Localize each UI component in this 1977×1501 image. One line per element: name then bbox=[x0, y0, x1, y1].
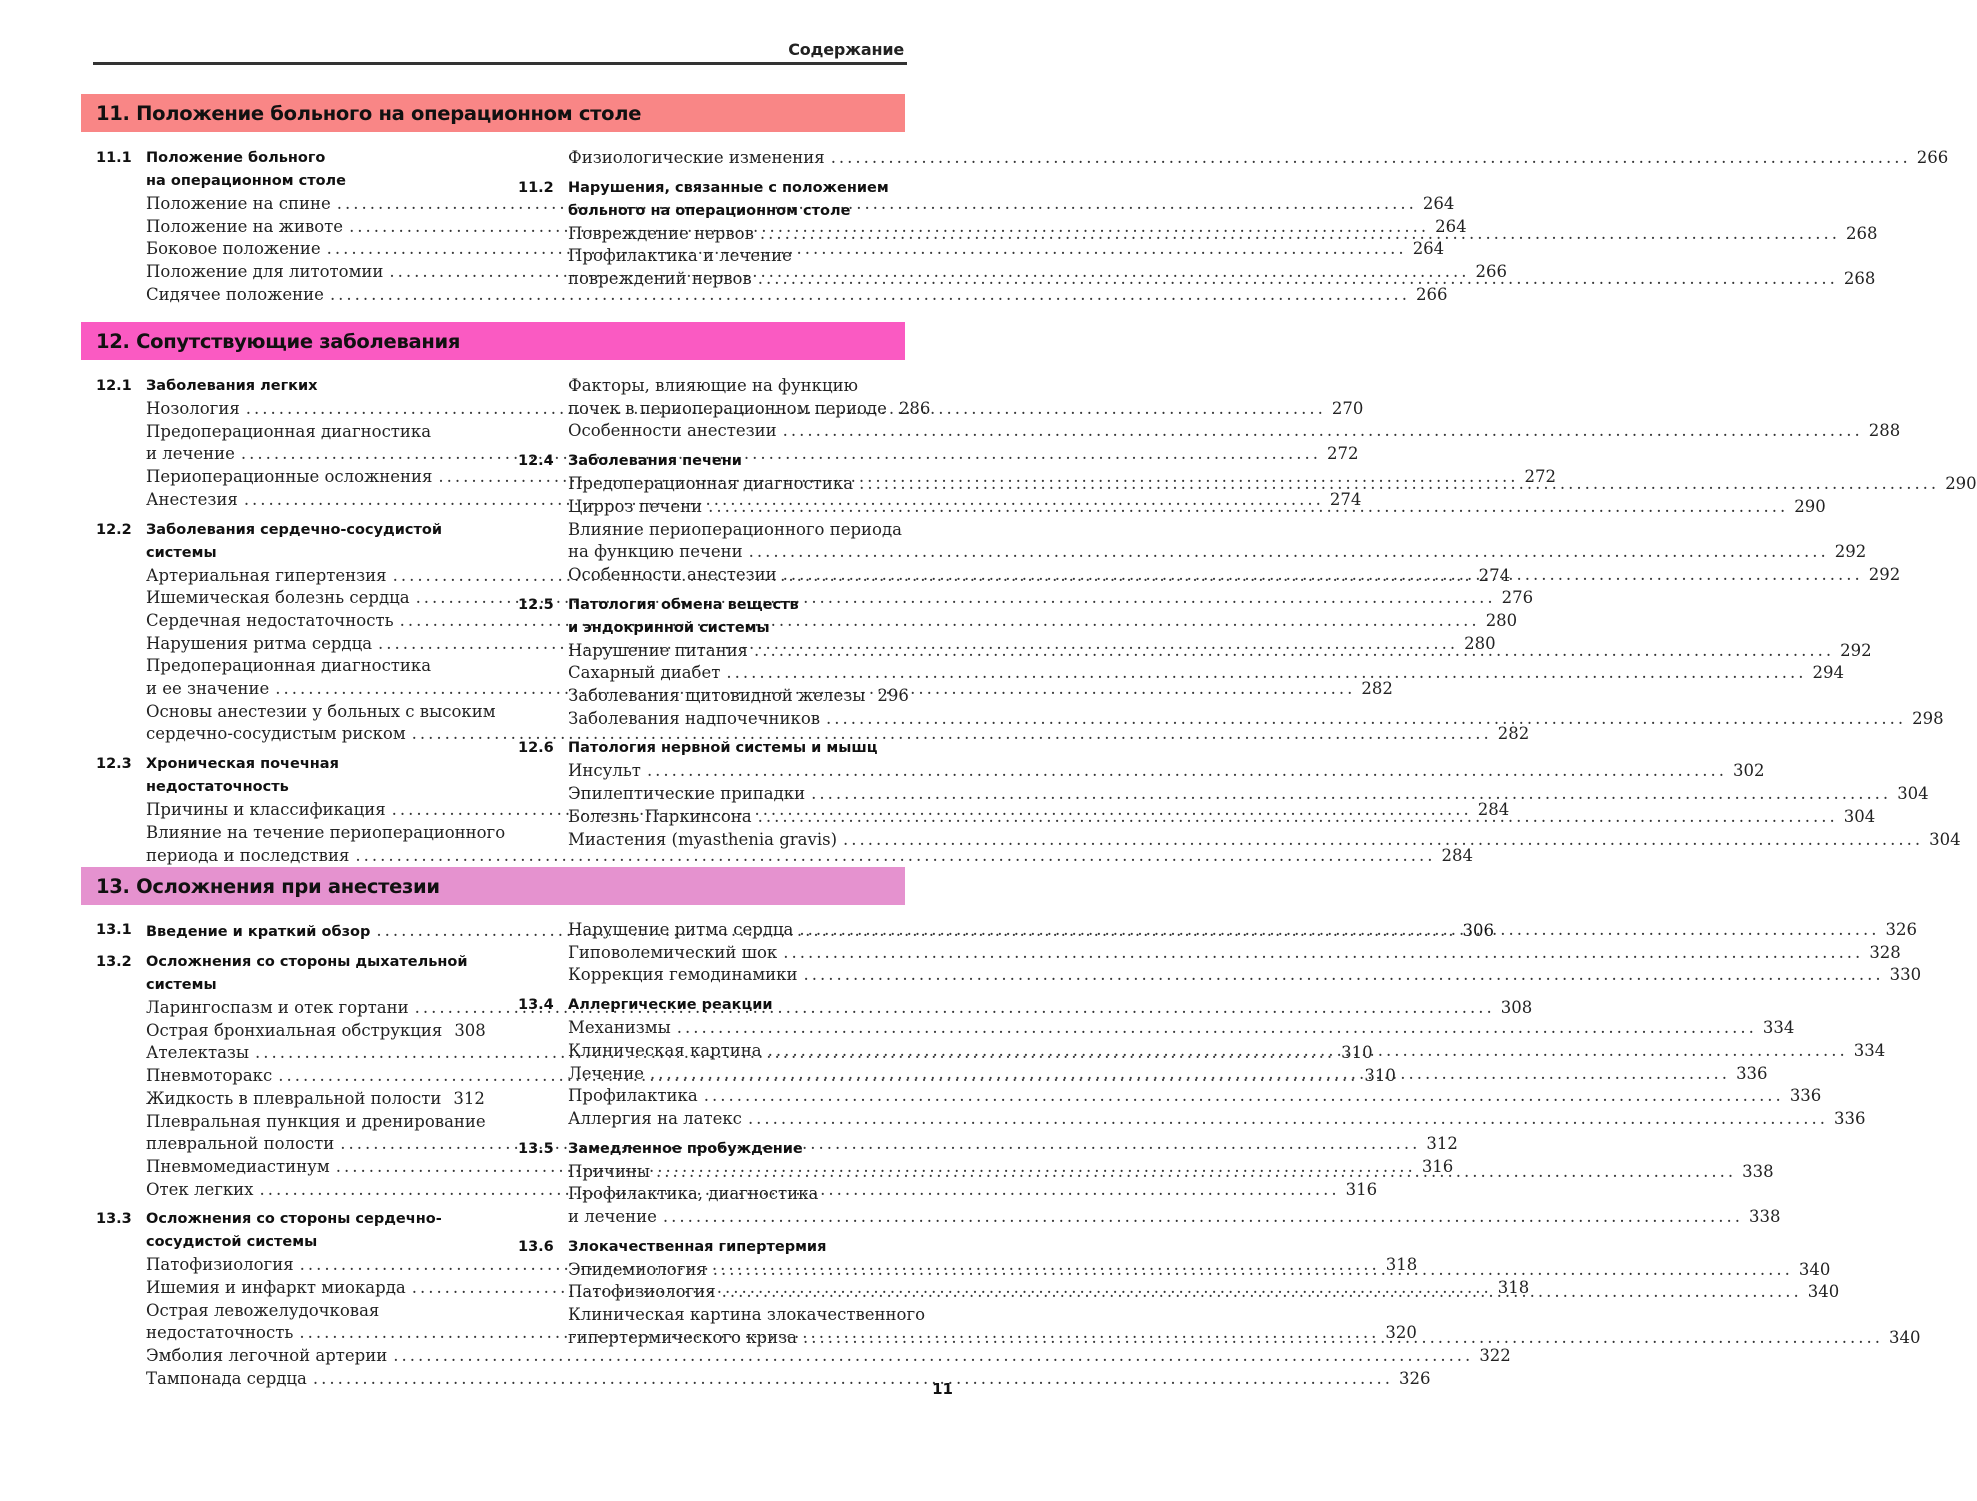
toc-entry[interactable]: Эпилептические припадки ..... 304 bbox=[568, 783, 904, 806]
toc-entry[interactable]: Жидкость в плевральной полости 312 bbox=[146, 1088, 485, 1108]
toc-entry-line[interactable]: Предоперационная диагностика bbox=[146, 421, 432, 441]
toc-entry[interactable]: Причины и классификация ..... 284 bbox=[146, 799, 482, 822]
section-title[interactable]: Заболевания печени bbox=[568, 453, 742, 470]
toc-entry[interactable]: Положение на животе ..... 264 bbox=[146, 216, 482, 239]
section-title-entry[interactable]: Введение и краткий обзор ..... 306 bbox=[146, 919, 1351, 944]
toc-entry[interactable]: Положение на спине ..... 264 bbox=[146, 193, 482, 216]
toc-entry-line[interactable]: Влияние периоперационного периода bbox=[568, 519, 902, 539]
toc-entry[interactable]: и лечение ..... 338 bbox=[568, 1206, 904, 1229]
section-title[interactable]: Патология обмена веществ и эндокринной системы bbox=[568, 596, 799, 636]
toc-entry[interactable]: Болезнь Паркинсона ..... 304 bbox=[568, 806, 904, 829]
section-number: 12.5 bbox=[518, 596, 554, 613]
toc-entry[interactable]: Физиологические изменения ..... 266 bbox=[568, 147, 904, 170]
toc-entry[interactable]: Гиповолемический шок ..... 328 bbox=[568, 942, 904, 965]
toc-entry[interactable]: плевральной полости ..... 312 bbox=[146, 1133, 482, 1156]
toc-entry[interactable]: Артериальная гипертензия ..... 274 bbox=[146, 565, 482, 588]
toc-entry[interactable]: почек в периоперационном периоде 286 bbox=[568, 398, 931, 418]
toc-entry[interactable]: Заболевания щитовидной железы 296 bbox=[568, 686, 909, 706]
toc-entry[interactable]: Сидячее положение ..... 266 bbox=[146, 284, 482, 307]
toc-entry[interactable]: Острая бронхиальная обструкция 308 bbox=[146, 1020, 486, 1040]
toc-entry[interactable]: Ишемия и инфаркт миокарда ..... 318 bbox=[146, 1277, 482, 1300]
chapter-12-title[interactable]: 12. Сопутствующие заболевания bbox=[96, 329, 461, 353]
section-number: 13.4 bbox=[518, 997, 554, 1014]
toc-entry[interactable]: Заболевания надпочечников ..... 298 bbox=[568, 708, 904, 731]
toc-entry-line[interactable]: Профилактика и лечение bbox=[568, 246, 792, 266]
section-number: 13.1 bbox=[96, 922, 132, 938]
toc-entry[interactable]: Нозология ..... 270 bbox=[146, 398, 482, 421]
header-rule bbox=[93, 62, 907, 65]
section-number: 12.6 bbox=[518, 740, 554, 757]
toc-entry-line[interactable]: Влияние на течение периоперационного bbox=[146, 822, 506, 842]
toc-entry[interactable]: Нарушения ритма сердца ..... 280 bbox=[146, 633, 482, 656]
section-title[interactable]: Заболевания сердечно-сосудистой системы bbox=[146, 521, 443, 561]
section-number: 12.1 bbox=[96, 378, 132, 394]
section-number: 12.3 bbox=[96, 756, 132, 773]
toc-entry[interactable]: на функцию печени ..... 292 bbox=[568, 541, 904, 564]
section-11-1-continued bbox=[518, 147, 1949, 170]
toc-entry[interactable]: Инсульт ..... 302 bbox=[568, 760, 904, 783]
toc-entry[interactable]: Механизмы ..... 334 bbox=[568, 1017, 904, 1040]
running-head: Содержание bbox=[788, 40, 904, 59]
section-number: 12.4 bbox=[518, 453, 554, 470]
toc-entry[interactable]: Особенности анестезии ..... 292 bbox=[568, 564, 904, 587]
toc-entry[interactable]: Эпидемиология ..... 340 bbox=[568, 1259, 904, 1282]
chapter-13-title[interactable]: 13. Осложнения при анестезии bbox=[96, 874, 440, 898]
toc-entry[interactable]: Патофизиология ..... 318 bbox=[146, 1254, 482, 1277]
toc-entry[interactable]: Положение для литотомии ..... 266 bbox=[146, 261, 482, 284]
toc-entry-line[interactable]: Плевральная пункция и дренирование bbox=[146, 1111, 486, 1131]
chapter-11-bar bbox=[81, 94, 905, 132]
section-title[interactable]: Нарушения, связанные с положением больного на операционном столе bbox=[568, 179, 889, 219]
section-number: 13.2 bbox=[96, 954, 132, 970]
chapter-13-bar bbox=[81, 867, 905, 905]
section-title[interactable]: Хроническая почечная недостаточность bbox=[146, 756, 339, 796]
toc-entry[interactable]: Лечение ..... 336 bbox=[568, 1063, 904, 1086]
toc-entry[interactable]: Повреждение нервов ..... 268 bbox=[568, 223, 904, 246]
section-title[interactable]: Положение больного на операционном столе bbox=[146, 150, 347, 189]
toc-entry-line[interactable]: Профилактика, диагностика bbox=[568, 1184, 819, 1204]
toc-entry[interactable]: Сахарный диабет ..... 294 bbox=[568, 662, 904, 685]
section-number: 13.3 bbox=[96, 1211, 132, 1228]
toc-entry[interactable]: Тампонада сердца ..... 326 bbox=[146, 1368, 482, 1391]
toc-entry[interactable]: Нарушение ритма сердца ..... 326 bbox=[568, 919, 904, 942]
toc-entry[interactable]: Периоперационные осложнения ..... 272 bbox=[146, 466, 482, 489]
section-title[interactable]: Осложнения со стороны дыхательной системы bbox=[146, 954, 468, 993]
toc-entry[interactable]: Эмболия легочной артерии ..... 322 bbox=[146, 1345, 482, 1368]
toc-entry[interactable]: Нарушение питания ..... 292 bbox=[568, 640, 904, 663]
section-number: 11.2 bbox=[518, 179, 554, 196]
section-title[interactable]: Заболевания легких bbox=[146, 378, 318, 394]
section-number: 13.5 bbox=[518, 1140, 554, 1157]
toc-entry[interactable]: Патофизиология ..... 340 bbox=[568, 1281, 904, 1304]
toc-entry[interactable]: Причины ..... 338 bbox=[568, 1161, 904, 1184]
section-title[interactable]: Аллергические реакции bbox=[568, 997, 773, 1014]
toc-entry[interactable]: Сердечная недостаточность ..... 280 bbox=[146, 610, 482, 633]
section-number: 12.2 bbox=[96, 521, 132, 538]
toc-entry-line[interactable]: Основы анестезии у больных с высоким bbox=[146, 701, 496, 721]
toc-entry[interactable]: Профилактика ..... 336 bbox=[568, 1085, 904, 1108]
section-title[interactable]: Замедленное пробуждение bbox=[568, 1140, 803, 1157]
toc-entry[interactable]: и ее значение ..... 282 bbox=[146, 678, 482, 701]
toc-entry[interactable]: и лечение ..... 272 bbox=[146, 443, 482, 466]
toc-entry[interactable]: Пневмоторакс ..... 310 bbox=[146, 1065, 482, 1088]
toc-entry-line[interactable]: Клиническая картина злокачественного bbox=[568, 1305, 926, 1325]
toc-entry[interactable]: Особенности анестезии ..... 288 bbox=[568, 420, 904, 443]
toc-entry[interactable]: Ларингоспазм и отек гортани ..... 308 bbox=[146, 997, 482, 1020]
toc-entry[interactable]: Цирроз печени ..... 290 bbox=[568, 496, 904, 519]
toc-entry-line[interactable]: Предоперационная диагностика bbox=[146, 656, 432, 676]
toc-entry[interactable]: повреждений нервов ..... 268 bbox=[568, 268, 904, 291]
section-title[interactable]: Злокачественная гипертермия bbox=[568, 1238, 827, 1255]
toc-entry[interactable]: Боковое положение ..... 264 bbox=[146, 238, 482, 261]
toc-entry[interactable]: Отек легких ..... 316 bbox=[146, 1179, 482, 1202]
chapter-11-title[interactable]: 11. Положение больного на операционном столе bbox=[96, 101, 642, 125]
toc-entry[interactable]: Клиническая картина ..... 334 bbox=[568, 1040, 904, 1063]
toc-entry[interactable]: Предоперационная диагностика ..... 290 bbox=[568, 473, 904, 496]
toc-entry-line[interactable]: Острая левожелудочковая bbox=[146, 1300, 380, 1320]
toc-entry[interactable]: Ишемическая болезнь сердца ..... 276 bbox=[146, 587, 482, 610]
page-number: 11 bbox=[932, 1380, 953, 1398]
toc-entry[interactable]: Ателектазы ..... 310 bbox=[146, 1042, 482, 1065]
toc-entry[interactable]: гипертермического криза ..... 340 bbox=[568, 1327, 904, 1350]
section-number: 13.6 bbox=[518, 1238, 554, 1255]
section-title[interactable]: Осложнения со стороны сердечно- сосудистой системы bbox=[146, 1211, 442, 1251]
toc-entry[interactable]: периода и последствия ..... 284 bbox=[146, 845, 482, 868]
section-title[interactable]: Патология нервной системы и мышц bbox=[568, 740, 878, 757]
toc-entry[interactable]: Анестезия ..... 274 bbox=[146, 489, 482, 512]
toc-entry[interactable]: Пневмомедиастинум ..... 316 bbox=[146, 1156, 482, 1179]
toc-entry[interactable]: Аллергия на латекс ..... 336 bbox=[568, 1108, 904, 1131]
toc-entry[interactable]: Миастения (myasthenia gravis) ..... 304 bbox=[568, 829, 904, 852]
chapter-12-bar bbox=[81, 322, 905, 360]
toc-entry-line[interactable]: Факторы, влияющие на функцию bbox=[568, 376, 858, 395]
toc-entry[interactable]: недостаточность ..... 320 bbox=[146, 1322, 482, 1345]
toc-entry[interactable]: Коррекция гемодинамики ..... 330 bbox=[568, 964, 904, 987]
section-number: 11.1 bbox=[96, 150, 132, 166]
toc-entry[interactable]: сердечно-сосудистым риском ..... 282 bbox=[146, 723, 482, 746]
